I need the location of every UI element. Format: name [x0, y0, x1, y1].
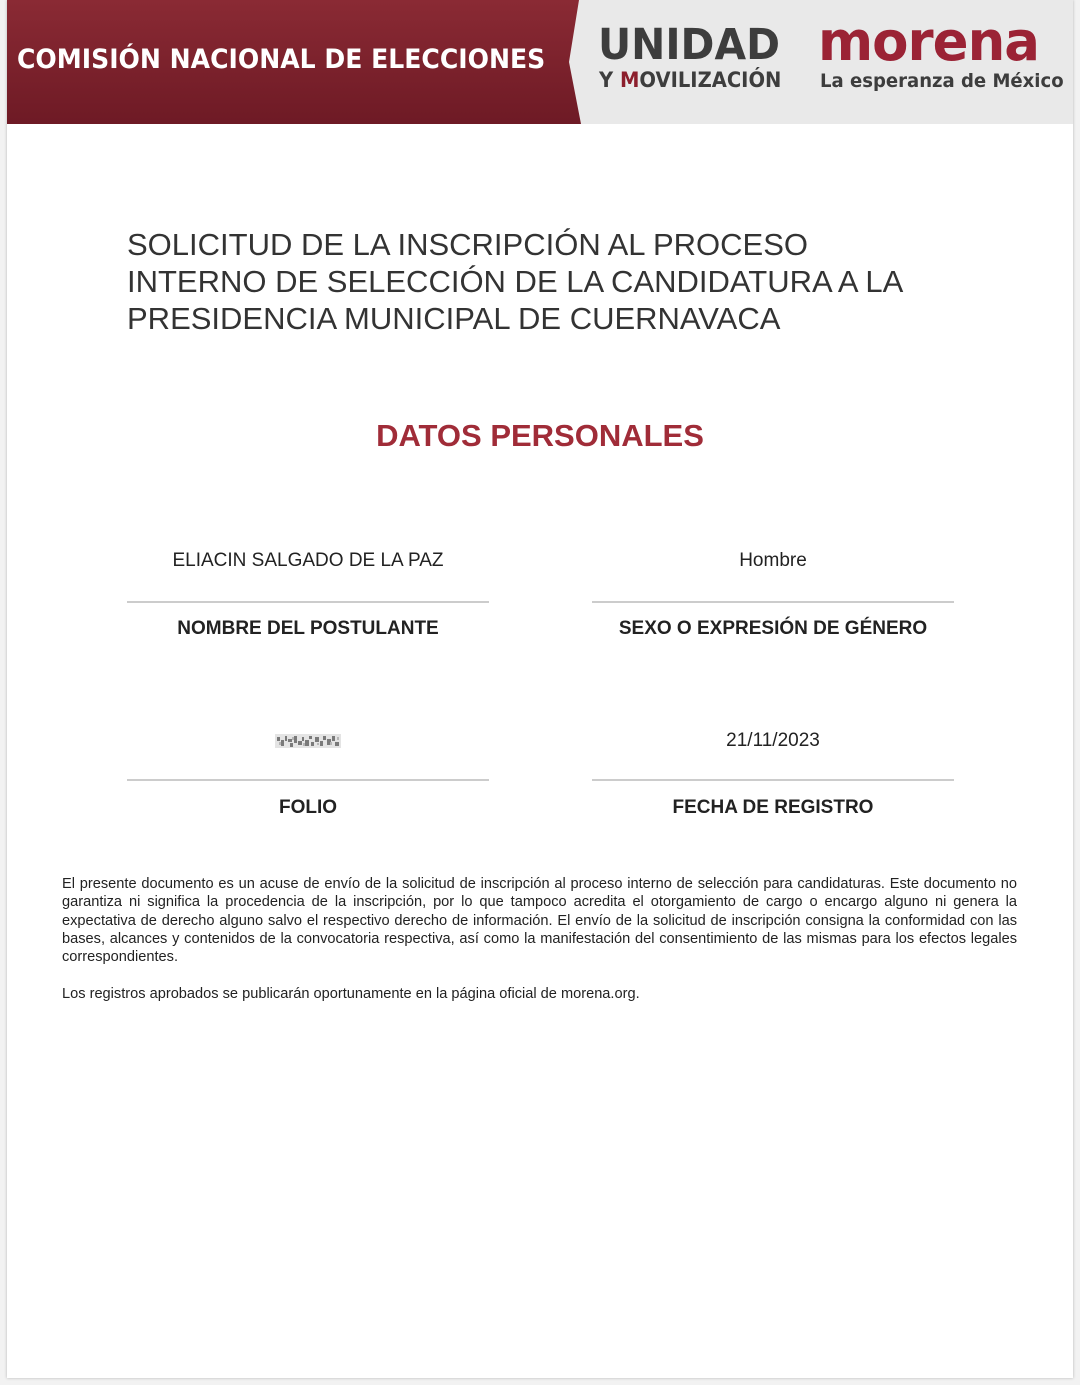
commission-title: COMISIÓN NACIONAL DE ELECCIONES: [17, 44, 546, 75]
morena-tagline: La esperanza de México: [820, 70, 1064, 92]
registration-date-label: FECHA DE REGISTRO: [672, 797, 874, 818]
document-title: [127, 226, 947, 337]
movilizacion-logo-text: [599, 68, 781, 92]
document-title-line: INTERNO DE SELECCIÓN DE LA CANDIDATURA A LA: [127, 264, 904, 299]
document-page: [7, 0, 1073, 1378]
publication-note: Los registros aprobados se publicarán oportunamente en la página oficial de morena.org.: [62, 986, 640, 1002]
registration-date-value: 21/11/2023: [726, 730, 820, 751]
morena-logo: morena: [818, 10, 1040, 73]
movilizacion-accent-letter: M: [619, 68, 640, 92]
letterhead: [7, 0, 1073, 124]
movilizacion-y: Y: [599, 68, 620, 92]
applicant-name-label: NOMBRE DEL POSTULANTE: [177, 618, 439, 639]
gender-value: Hombre: [739, 550, 807, 571]
divider: [592, 601, 954, 603]
document-title-line: SOLICITUD DE LA INSCRIPCIÓN AL PROCESO: [127, 227, 809, 262]
folio-redacted-value: [275, 731, 341, 751]
disclaimer-text: El presente documento es un acuse de envío de la solicitud de inscripción al proceso interno de selección para candidaturas. Este documento no garantiza ni significa la procedencia de la inscripción, por lo que tampoco acredita el otorgamiento de cargo o encargo alguno ni genera la expectativa de derecho alguno salvo el respectivo derecho de información. El envío de la solicitud de inscripción consigna la conformidad con las bases, alcances y contenidos de la convocatoria respectiva, así como la manifestación del consentimiento de las mismas para los efectos legales correspondientes.: [62, 876, 1017, 966]
divider: [127, 601, 489, 603]
unidad-logo-text: UNIDAD: [598, 20, 780, 70]
document-title-line: PRESIDENCIA MUNICIPAL DE CUERNAVACA: [127, 301, 781, 336]
folio-label: FOLIO: [278, 797, 338, 818]
applicant-name-value: ELIACIN SALGADO DE LA PAZ: [172, 550, 444, 571]
divider: [127, 779, 489, 781]
section-title: DATOS PERSONALES: [376, 418, 704, 453]
divider: [592, 779, 954, 781]
movilizacion-rest: OVILIZACIÓN: [639, 68, 782, 92]
gender-label: SEXO O EXPRESIÓN DE GÉNERO: [618, 618, 928, 639]
